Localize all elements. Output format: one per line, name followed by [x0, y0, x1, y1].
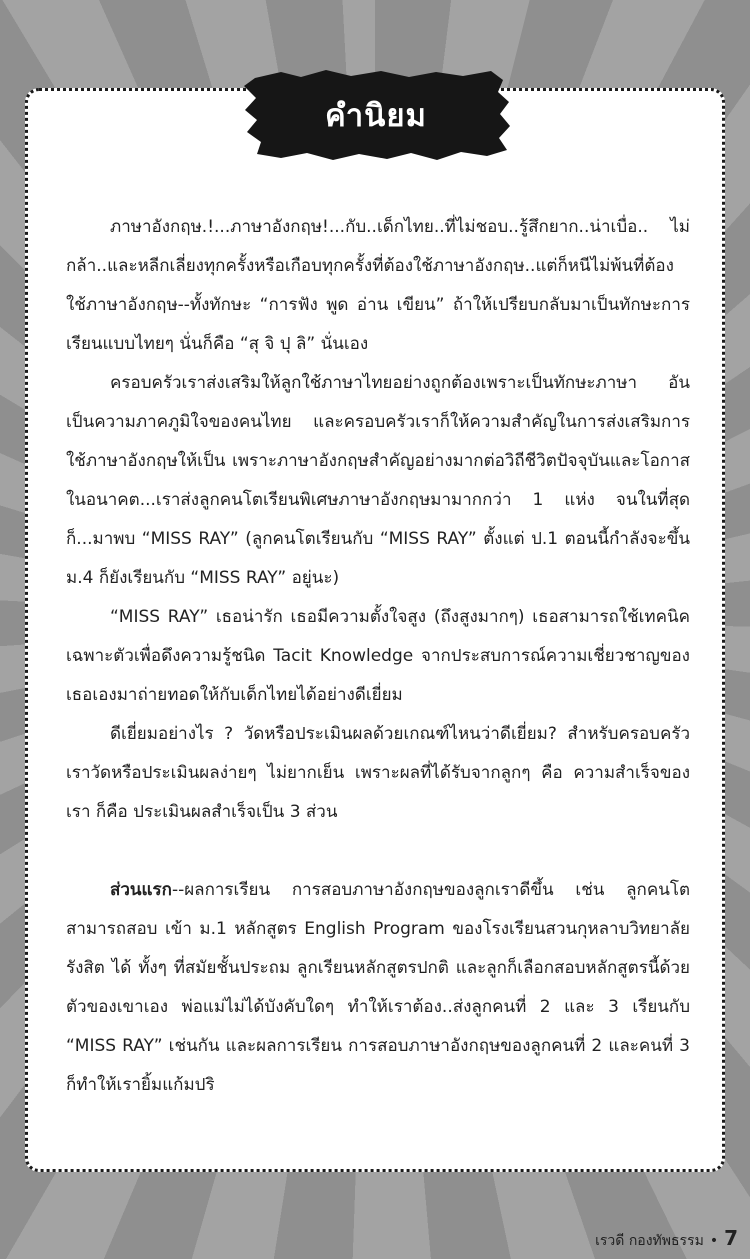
- page-title: คำนิยม: [325, 98, 427, 134]
- paragraph-spacer: [66, 832, 690, 871]
- paragraph: ภาษาอังกฤษ.!...ภาษาอังกฤษ!...กับ..เด็กไทย..ที่ไม่ชอบ..รู้สึกยาก..น่าเบื่อ.. ไม่กล้า..และหลีกเลี่ยงทุกครั้งหรือเกือบทุกครั้งที่ต้องใช้ภาษาอังกฤษ..แต่ก็หนีไม่พ้นที่ต้องใช้ภาษาอังกฤษ--ทั้งทักษะ “การฟัง พูด อ่าน เขียน” ถ้าให้เปรียบกลับมาเป็นทักษะการเรียนแบบไทยๆ นั่นก็คือ “สุ จิ ปุ ลิ” นั่นเอง: [66, 217, 690, 354]
- section-label: ส่วนแรก: [110, 880, 172, 900]
- paragraph: “MISS RAY” เธอน่ารัก เธอมีความตั้งใจสูง (ถึงสูงมากๆ) เธอสามารถใช้เทคนิคเฉพาะตัวเพื่อดึงความรู้ชนิด Tacit Knowledge จากประสบการณ์ความเชี่ยวชาญของเธอเองมาถ่ายทอดให้กับเด็กไทยได้อย่างดีเยี่ยม: [66, 607, 690, 705]
- title-banner: [241, 68, 511, 162]
- page-number: 7: [724, 1226, 738, 1250]
- page-footer: [595, 1226, 738, 1252]
- paragraph: ดีเยี่ยมอย่างไร ? วัดหรือประเมินผลด้วยเกณฑ์ไหนว่าดีเยี่ยม? สำหรับครอบครัวเราวัดหรือประเมินผลง่ายๆ ไม่ยากเย็น เพราะผลที่ได้รับจากลูกๆ คือ ความสำเร็จของเรา ก็คือ ประเมินผลสำเร็จเป็น 3 ส่วน: [66, 724, 690, 822]
- paragraph: ครอบครัวเราส่งเสริมให้ลูกใช้ภาษาไทยอย่างถูกต้องเพราะเป็นทักษะภาษา อันเป็นความภาคภูมิใจของคนไทย และครอบครัวเราก็ให้ความสำคัญในการส่งเสริมการใช้ภาษาอังกฤษให้เป็น เพราะภาษาอังกฤษสำคัญอย่างมากต่อวิถีชีวิตปัจจุบันและโอกาสในอนาคต...เราส่งลูกคนโตเรียนพิเศษภาษาอังกฤษมามากกว่า 1 แห่ง จนในที่สุดก็...มาพบ “MISS RAY” (ลูกคนโตเรียนกับ “MISS RAY” ตั้งแต่ ป.1 ตอนนี้กำลังจะขึ้น ม.4 ก็ยังเรียนกับ “MISS RAY” อยู่นะ): [66, 373, 690, 588]
- footer-author: เรวดี กองทัพธรรม: [595, 1233, 704, 1249]
- section-text: --ผลการเรียน การสอบภาษาอังกฤษของลูกเราดีขึ้น เช่น ลูกคนโตสามารถสอบ เข้า ม.1 หลักสูตร English Program ของโรงเรียนสวนกุหลาบวิทยาลัยรังสิต ได้ ทั้งๆ ที่สมัยชั้นประถม ลูกเรียนหลักสูตรปกติ และลูกก็เลือกสอบหลักสูตรนี้ด้วยตัวของเขาเอง พ่อแม่ไม่ได้บังคับใดๆ ทำให้เราต้อง..ส่งลูกคนที่ 2 และ 3 เรียนกับ “MISS RAY” เช่นกัน และผลการเรียน การสอบภาษาอังกฤษของลูกคนที่ 2 และคนที่ 3 ก็ทำให้เรายิ้มแก้มปริ: [66, 880, 690, 1095]
- body-text: [66, 208, 690, 1105]
- footer-bullet: •: [709, 1233, 719, 1249]
- section-paragraph: [66, 871, 690, 1105]
